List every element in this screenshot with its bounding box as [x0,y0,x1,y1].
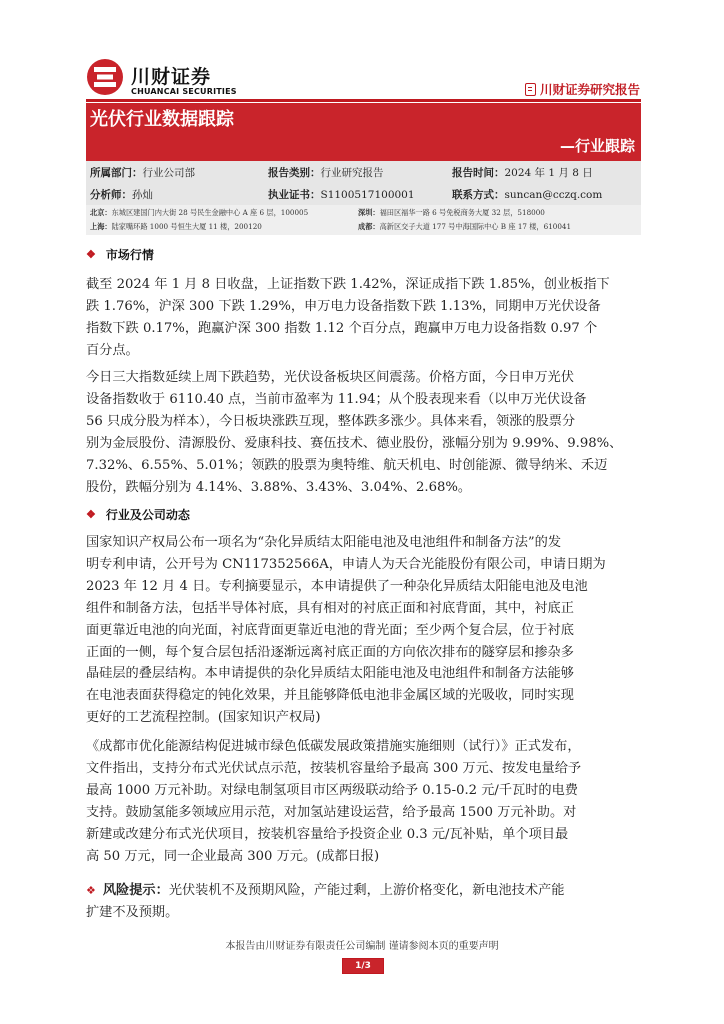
text-line: 7.32%、6.55%、5.01%；领跌的股票为奥特维、航天机电、时创能源、微导纳米、禾迈 [86,457,608,473]
disclaimer-note: 本报告由川财证券有限责任公司编制 谨请参阅本页的重要声明 [225,941,499,952]
diamond-bullet-icon: ❖ [86,508,96,521]
category-value: 行业研究报告 [320,167,384,179]
text-line: 跌 1.76%，沪深 300 下跌 1.29%，申万电力设备指数下跌 1.13%，同期申万光伏设备 [86,298,601,314]
text-line: 晶硅层的叠层结构。本申请提供的杂化异质结太阳能电池及电池组件和制备方法能够 [86,666,574,682]
dept-label: 所属部门： [90,167,143,179]
beijing-value: 东城区建国门内大街 28 号民生金融中心 A 座 6 层，100005 [111,208,309,217]
title-band [86,103,641,161]
contact-field [452,187,602,202]
text-line: 正面的一侧，每个复合层包括沿逐渐远离衬底正面的方向依次排布的隧穿层和掺杂多 [86,644,574,660]
section-market-heading [86,246,154,263]
risk-line-2: 扩建不及预期。 [86,904,179,920]
address-shenzhen [358,208,545,218]
report-series-label: 川财证券研究报告 [539,82,640,97]
text-line: 面更靠近电池的向光面，衬底背面更靠近电池的背光面；至少两个复合层，位于衬底 [86,622,574,638]
text-line: 别为金辰股份、清源股份、爱康科技、赛伍技术、德业股份，涨幅分别为 9.99%、9.98%、 [86,435,623,451]
chengdu-label: 成都： [358,222,380,231]
contact-label: 联系方式： [452,189,505,201]
text-line: 高 50 万元，同一企业最高 300 万元。(成都日报) [86,848,380,864]
chuancai-logo [86,58,124,96]
document-icon [525,83,536,96]
shanghai-value: 陆家嘴环路 1000 号恒生大厦 11 楼，200120 [111,222,262,231]
text-line: 国家知识产权局公布一项名为“杂化异质结太阳能电池及电池组件和制备方法”的发 [86,535,562,550]
industry-paragraph-2 [86,736,641,867]
office-addresses [86,205,641,235]
risk-warning [86,880,641,924]
section-industry-heading [86,506,190,523]
info-row-2 [86,183,641,205]
text-line: 指数下跌 0.17%，跑赢沪深 300 指数 1.12 个百分点，跑赢申万电力设备指数 0.97 个 [86,320,598,336]
shenzhen-label: 深圳： [358,208,380,217]
report-title: 光伏行业数据跟踪 [90,109,234,130]
risk-text: 光伏装机不及预期风险，产能过剩，上游价格变化，新电池技术产能 [168,883,565,898]
text-line: 股份，跌幅分别为 4.14%、3.88%、3.43%、3.04%、2.68%。 [86,479,472,495]
analyst-value: 孙灿 [132,189,153,201]
header-rule [86,99,641,102]
text-line: 组件和制备方法，包括半导体衬底，具有相对的衬底正面和衬底背面，其中，衬底正 [86,600,574,616]
address-shanghai [90,222,262,232]
text-line: 百分点。 [86,342,139,358]
market-paragraph-2 [86,367,641,498]
text-line: 56 只成分股为样本），今日板块涨跌互现，整体跌多涨少。具体来看，领涨的股票分 [86,413,576,429]
text-line: 截至 2024 年 1 月 8 日收盘，上证指数下跌 1.42%，深证成指下跌 1.85%，创业板指下 [86,277,610,292]
analyst-label: 分析师： [90,189,132,201]
text-line: 最高 1000 万元补助。对绿电制氢项目市区两级联动给予 0.15-0.2 元/千瓦时的电费 [86,782,578,798]
dept-field [90,165,195,180]
industry-paragraph-1 [86,532,641,729]
address-beijing [90,208,308,218]
beijing-label: 北京： [90,208,112,217]
date-label: 报告时间： [452,167,505,179]
cert-value: S1100517100001 [320,189,415,201]
text-line: 今日三大指数延续上周下跌趋势，光伏设备板块区间震荡。价格方面，今日申万光伏 [86,370,574,385]
shenzhen-value: 福田区福华一路 6 号免税商务大厦 32 层，518000 [379,208,545,217]
diamond-bullet-icon: ❖ [86,884,96,897]
chengdu-value: 高新区交子大道 177 号中海国际中心 B 座 17 楼，610041 [379,222,572,231]
text-line: 2023 年 12 月 4 日。专利摘要显示，本申请提供了一种杂化异质结太阳能电池及电池 [86,578,588,594]
text-line: 明专利申请，公开号为 CN117352566A，申请人为天合光能股份有限公司，申请日期为 [86,556,606,572]
address-chengdu [358,222,571,232]
cert-label: 执业证书： [268,189,321,201]
market-heading-text: 市场行情 [105,248,154,262]
text-line: 支持。鼓励氢能多领域应用示范，对加氢站建设运营，给予最高 1500 万元补助。对 [86,804,577,820]
text-line: 在电池表面获得稳定的钝化效果，并且能够降低电池非金属区域的光吸收，同时实现 [86,688,574,704]
info-row-1 [86,161,641,183]
page-number: 1/3 [355,961,371,971]
contact-value[interactable]: suncan@cczq.com [504,189,603,201]
text-line: 设备指数收于 6110.40 点，当前市盈率为 11.94；从个股表现来看（以申万光伏设备 [86,391,587,407]
company-name: 川财证券 [131,66,212,88]
market-paragraph-1 [86,274,641,362]
company-name-en: CHUANCAI SECURITIES [131,87,237,96]
industry-heading-text: 行业及公司动态 [105,508,190,522]
shanghai-label: 上海： [90,222,112,231]
date-value: 2024 年 1 月 8 日 [504,167,593,179]
text-line: 文件指出，支持分布式光伏试点示范，按装机容量给予最高 300 万元、按发电量给予 [86,760,582,776]
page-indicator [342,958,384,974]
analyst-field [90,187,153,202]
risk-line-1 [86,880,641,902]
text-line: 新建或改建分布式光伏项目，按装机容量给予投资企业 0.3 元/瓦补贴，单个项目最 [86,826,569,842]
cert-field [268,187,415,202]
report-subtitle: —行业跟踪 [559,137,635,155]
category-label: 报告类别： [268,167,321,179]
dept-value: 行业公司部 [142,167,195,179]
report-series [525,80,640,98]
category-field [268,165,384,180]
text-line: 《成都市优化能源结构促进城市绿色低碳发展政策措施实施细则（试行）》正式发布， [86,739,581,754]
report-info-table [86,161,641,205]
diamond-bullet-icon: ❖ [86,248,96,261]
text-line: 更好的工艺流程控制。(国家知识产权局) [86,710,321,726]
risk-label: 风险提示： [102,883,169,898]
date-field [452,165,593,180]
